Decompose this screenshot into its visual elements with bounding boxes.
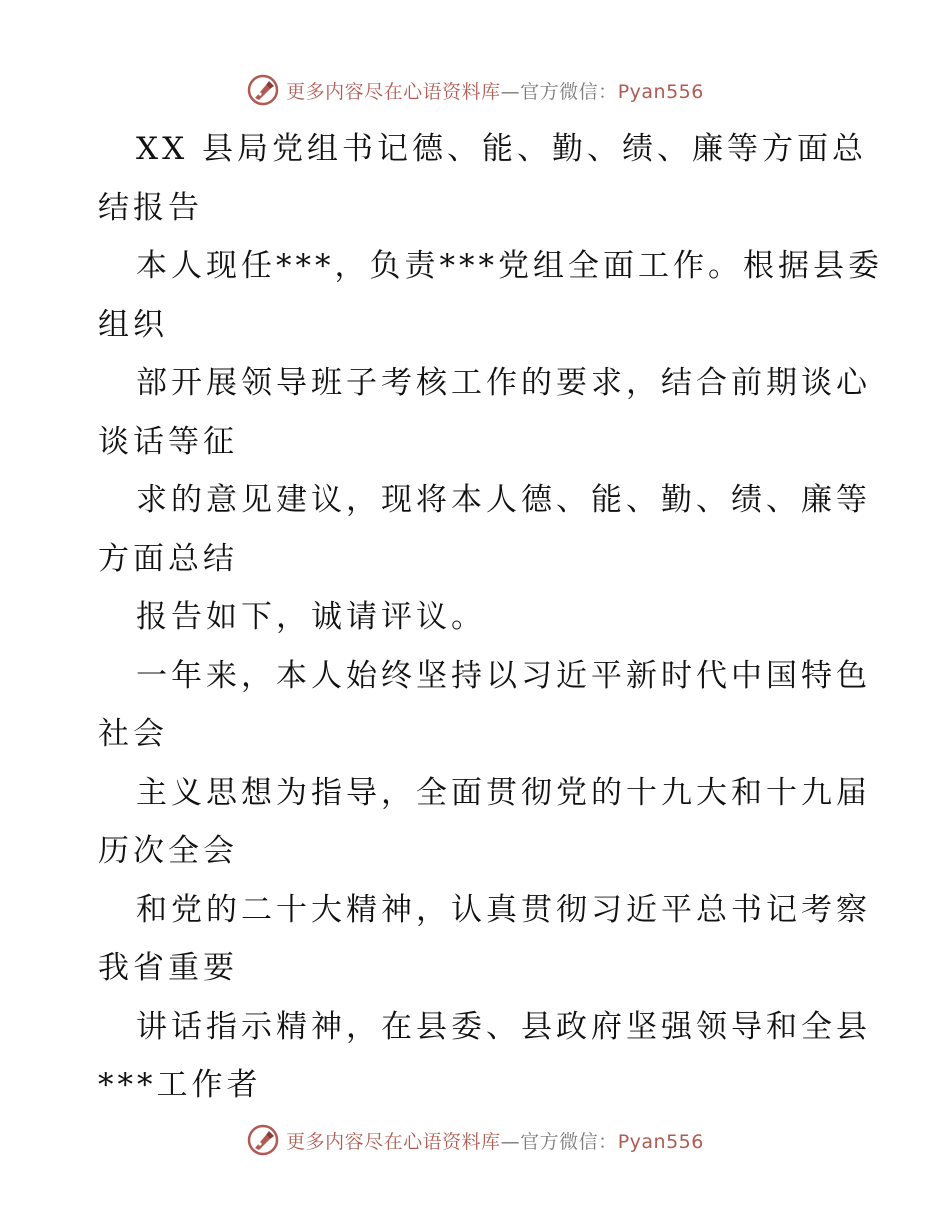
paragraph-line: 谈话等征 (98, 423, 238, 460)
paragraph-line: 部开展领导班子考核工作的要求，结合前期谈心 (136, 365, 871, 401)
paragraph-line: 一年来，本人始终坚持以习近平新时代中国特色 (136, 657, 871, 694)
title-line-1: XX 县局党组书记德、能、勤、绩、廉等方面总 (136, 131, 867, 167)
watermark-text (286, 1127, 704, 1154)
paragraph-line: 报告如下，诚请评议。 (136, 599, 486, 635)
watermark-brand: 更多内容尽在心语资料库 (286, 1130, 501, 1153)
watermark-separator: — (500, 1130, 521, 1153)
pen-nib-logo-icon (246, 1123, 280, 1157)
watermark-brand: 更多内容尽在心语资料库 (286, 80, 501, 103)
footer-watermark (0, 1120, 950, 1160)
paragraph-line: 组织 (98, 306, 168, 343)
paragraph-line: 历次全会 (98, 833, 238, 869)
header-watermark (0, 70, 950, 110)
paragraph-line: 社会 (98, 716, 168, 752)
document-body (98, 120, 883, 1115)
paragraph-line: 主义思想为指导，全面贯彻党的十九大和十九届 (136, 774, 871, 811)
pen-nib-logo-icon (246, 73, 280, 107)
watermark-text (286, 77, 704, 104)
paragraph-line: 讲话指示精神，在县委、县政府坚强领导和全县 (136, 1008, 871, 1045)
watermark-separator: — (500, 80, 521, 103)
watermark-wechat-id: Pyan556 (617, 1130, 704, 1153)
paragraph-line: 本人现任***，负责***党组全面工作。根据县委 (136, 248, 883, 284)
watermark-official-label: 官方微信： (520, 80, 618, 103)
paragraph-line: 方面总结 (98, 540, 238, 577)
paragraph-line: 求的意见建议，现将本人德、能、勤、绩、廉等 (136, 482, 871, 518)
paragraph-line: 我省重要 (98, 950, 238, 986)
watermark-official-label: 官方微信： (520, 1130, 618, 1153)
paragraph-line: 和党的二十大精神，认真贯彻习近平总书记考察 (136, 891, 871, 928)
watermark-wechat-id: Pyan556 (617, 80, 704, 103)
title-line-2: 结报告 (98, 189, 203, 226)
paragraph-line: ***工作者 (98, 1067, 262, 1103)
